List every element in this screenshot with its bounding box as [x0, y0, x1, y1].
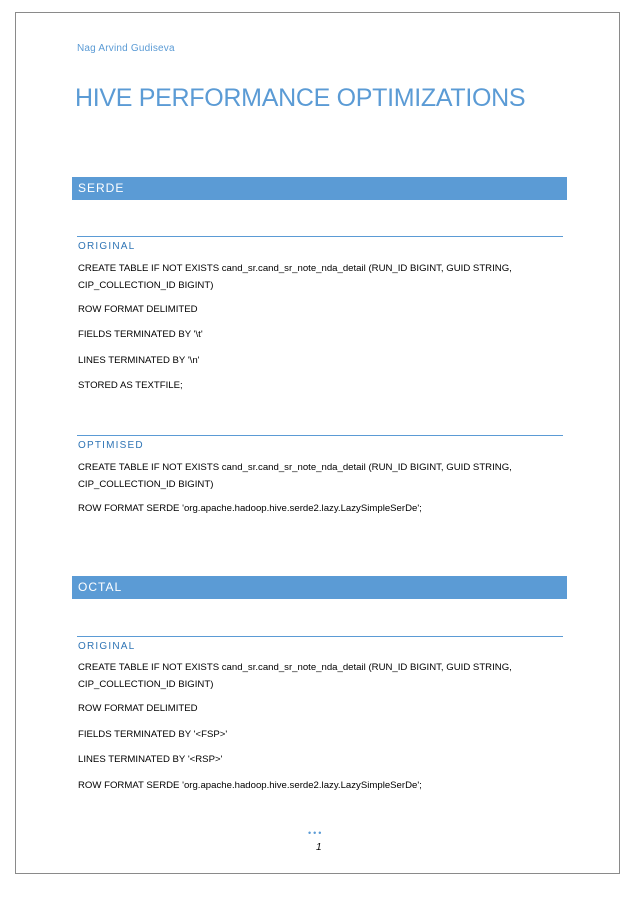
code-line: CREATE TABLE IF NOT EXISTS cand_sr.cand_sr_note_nda_detail (RUN_ID BIGINT, GUID STRING,	[78, 662, 512, 673]
code-line: FIELDS TERMINATED BY '<FSP>'	[78, 729, 228, 740]
subsection-heading-original: ORIGINAL	[78, 241, 136, 252]
code-line: ROW FORMAT SERDE 'org.apache.hadoop.hive.serde2.lazy.LazySimpleSerDe';	[78, 780, 422, 791]
code-line: STORED AS TEXTFILE;	[78, 380, 183, 391]
code-line: CREATE TABLE IF NOT EXISTS cand_sr.cand_sr_note_nda_detail (RUN_ID BIGINT, GUID STRING,	[78, 263, 512, 274]
subsection-heading-original: ORIGINAL	[78, 641, 136, 652]
code-line: ROW FORMAT DELIMITED	[78, 703, 198, 714]
code-line: ROW FORMAT SERDE 'org.apache.hadoop.hive.serde2.lazy.LazySimpleSerDe';	[78, 503, 422, 514]
section-heading-octal: OCTAL	[72, 576, 567, 599]
page-number: 1	[316, 842, 322, 853]
code-line: CIP_COLLECTION_ID BIGINT)	[78, 679, 214, 690]
code-line: LINES TERMINATED BY '\n'	[78, 355, 200, 366]
code-line: CREATE TABLE IF NOT EXISTS cand_sr.cand_sr_note_nda_detail (RUN_ID BIGINT, GUID STRING,	[78, 462, 512, 473]
subsection-rule	[77, 636, 563, 637]
header-author: Nag Arvind Gudiseva	[77, 43, 175, 54]
code-line: LINES TERMINATED BY '<RSP>'	[78, 754, 223, 765]
footer-dots: •••	[308, 828, 324, 838]
code-line: ROW FORMAT DELIMITED	[78, 304, 198, 315]
section-heading-serde: SERDE	[72, 177, 567, 200]
code-line: CIP_COLLECTION_ID BIGINT)	[78, 280, 214, 291]
subsection-rule	[77, 435, 563, 436]
code-line: FIELDS TERMINATED BY '\t'	[78, 329, 203, 340]
subsection-heading-optimised: OPTIMISED	[78, 440, 144, 451]
subsection-rule	[77, 236, 563, 237]
document-title: HIVE PERFORMANCE OPTIMIZATIONS	[75, 84, 526, 112]
code-line: CIP_COLLECTION_ID BIGINT)	[78, 479, 214, 490]
